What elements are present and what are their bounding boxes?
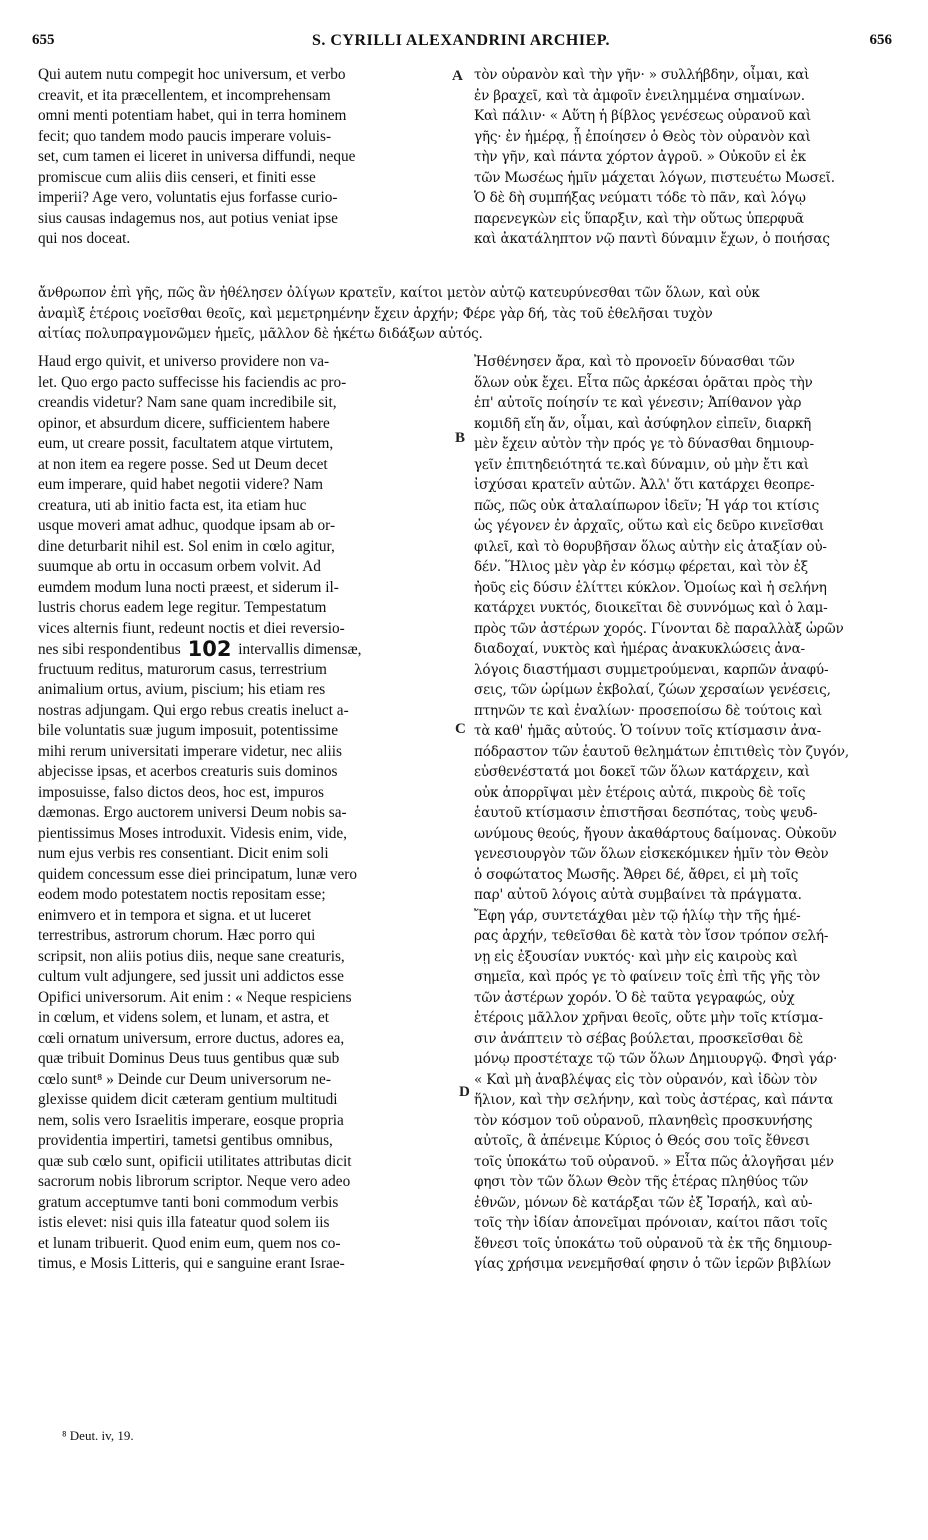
latin-text-line: bile voluntatis suæ jugum imposuit, potentissime: [38, 722, 338, 739]
greek-text-line: ὁ σοφώτατος Μωσῆς. Ἄθρει δέ, ἄθρει, εἰ μὴ τοῖς: [474, 866, 799, 883]
greek-text-line: σεις, τῶν ὡρίμων ἐκβολαί, ζώων χερσαίων γενέσεις,: [474, 682, 831, 698]
greek-text-line: κομιδῆ εἴη ἄν, οἶμαι, καὶ ἀσύφηλον εἰπεῖν, διαρκῆ: [474, 415, 812, 432]
left-page-number: 655: [32, 32, 55, 48]
latin-text-line: eum imperare, quid habet negotii videre? Nam: [38, 476, 324, 493]
latin-text-line: vices alternis fiunt, redeunt noctis et diei reversio-: [38, 619, 345, 637]
greek-text-line: λόγοις διαστήμασι συμμετρούμεναι, καρπῶν ἀναφύ-: [474, 661, 829, 678]
greek-text-line: κατάρχει νυκτός, διοικεῖται δὲ συννόμως καὶ ὁ λαμ-: [474, 600, 828, 616]
greek-text-line: μόνῳ προστέταχε τῷ τῶν ὅλων Δημιουργῷ. Φησὶ γάρ·: [474, 1051, 838, 1067]
greek-text-line: τὸν κόσμον τοῦ οὐρανοῦ, πλανηθεὶς προσκυνήσης: [474, 1112, 813, 1129]
greek-text-line: νῃ εἰς ἐξουσίαν νυκτός· καὶ μὴν εἰς καιροὺς καὶ: [474, 948, 798, 965]
greek-text-line: ἠοῦς εἰς δύσιν ἑλίττει κύκλον. Ὁμοίως καὶ ἡ σελήνη: [474, 579, 827, 596]
right-page-number: 656: [869, 32, 892, 48]
greek-text-line: τῶν ἀστέρων χορόν. Ὁ δὲ ταῦτα γεγραφώς, οὐχ: [474, 989, 795, 1006]
greek-text-line: γίας χρήσιμα νενεμῆσθαί φησιν ὁ τῶν ἱερῶν βιβλίων: [474, 1256, 831, 1272]
footnote: ⁸ Deut. iv, 19.: [62, 1428, 134, 1443]
greek-text-line: ἐπ' αὐτοῖς ποίησίν τε καὶ γένεσιν; Ἀπίθανον γὰρ: [474, 395, 802, 411]
running-header: [30, 32, 892, 54]
greek-text-line: ἔθνεσι τοῖς ὑποκάτω τοῦ οὐρανοῦ τὰ ἐκ τῆς δημιουρ-: [474, 1235, 832, 1252]
greek-text-line: Καὶ πάλιν· « Αὕτη ἡ βίβλος γενέσεως οὐρανοῦ καὶ: [474, 108, 811, 124]
latin-text-line: num ejus verbis res consentiant. Dicit enim soli: [38, 845, 329, 862]
latin-text-line: Haud ergo quivit, et universo providere non va-: [38, 353, 330, 370]
latin-column-top: [38, 65, 460, 250]
latin-text-line: quæ tribuit Dominus Deus tuus gentibus quæ sub: [38, 1050, 340, 1067]
latin-text-line: fructuum reditus, maturorum casus, terrestrium: [38, 660, 327, 678]
latin-text-line: qui nos doceat.: [38, 230, 131, 247]
latin-text-line: nostras adjungam. Qui ergo rebus creatis ineluct a-: [38, 701, 349, 719]
latin-text-line: sius causas indagemus nos, aut potius veniat ipse: [38, 209, 338, 227]
greek-text-line: « Καὶ μὴ ἀναβλέψας εἰς τὸν οὐρανόν, καὶ ἰδὼν τὸν: [474, 1071, 818, 1088]
greek-text-line: φιλεῖ, καὶ τὸ θορυβῆσαν ὅλως αὐτὴν εἰς ἀταξίαν οὐ-: [474, 538, 827, 555]
greek-text-line: τὸν οὐρανὸν καὶ τὴν γῆν· » συλλήβδην, οἶμαι, καὶ: [474, 67, 810, 83]
latin-text-line: scripsit, non aliis potius diis, neque sane creaturis,: [38, 947, 345, 965]
greek-text-line: ἥλιον, καὶ τὴν σελήνην, καὶ τοὺς ἀστέρας, καὶ πάντα: [474, 1092, 834, 1108]
greek-text-line: παρενεγκὼν εἰς ὕπαρξιν, καὶ τὴν οὕτως ὑπερφυᾶ: [474, 210, 804, 227]
margin-letter-a: A: [452, 68, 463, 84]
latin-text-line: Opifici universorum. Ait enim : « Neque respiciens: [38, 988, 352, 1006]
greek-text-line: τὰ καθ' ἡμᾶς αὐτούς. Ὁ τοίνυν τοῖς κτίσμασιν ἀνα-: [474, 723, 822, 739]
latin-text-line: imperii? Age vero, voluntatis ejus forfasse curio-: [38, 189, 338, 206]
latin-column-main: [38, 352, 460, 1275]
latin-text-line: Qui autem nutu compegit hoc universum, et verbo: [38, 66, 346, 83]
latin-text-line: cœli ornatum universum, errore ductus, adores ea,: [38, 1029, 345, 1047]
latin-text-line: istis elevet: nisi quis illa fateatur quod solem iis: [38, 1214, 330, 1231]
latin-text-line: let. Quo ergo pacto suffecisse his faciendis ac pro-: [38, 373, 347, 391]
greek-text-line: πτηνῶν τε καὶ ἐναλίων· προσεποίσω δὲ τούτοις καὶ: [474, 702, 823, 719]
latin-text-line: cultum vult adjungere, sed jussit uni addictos esse: [38, 968, 344, 985]
greek-text-line: σημεῖα, καὶ πρός γε τὸ φαίνειν τοῖς ἐπὶ τῆς γῆς τὸν: [474, 969, 821, 985]
latin-text-line: set, cum tamen ei liceret in universa diffundi, neque: [38, 148, 356, 165]
greek-text-line: μὲν ἔχειν αὐτὸν τὴν πρός γε τὸ δύνασθαι δημιουρ-: [474, 436, 814, 452]
latin-text-line: timus, e Mosis Litteris, qui e sanguine erant Israe-: [38, 1255, 345, 1272]
latin-text-line: pientissimus Moses introduxit. Videsis enim, vide,: [38, 824, 347, 842]
greek-text-line: Ἠσθένησεν ἄρα, καὶ τὸ προνοεῖν δύνασθαι τῶν: [474, 354, 795, 370]
margin-letter-b: B: [455, 430, 466, 446]
greek-text-line: οὐκ ἀπορρῖψαι μὲν ἑτέροις αὐτά, πικροὺς δὲ τοῖς: [474, 784, 806, 801]
latin-text-line: et lunam tribuerit. Quod enim eum, quem nos co-: [38, 1234, 341, 1252]
greek-text-line: τὴν γῆν, καὶ πάντα χόρτον ἀγροῦ. » Οὐκοῦν εἰ ἐκ: [474, 149, 806, 165]
greek-text-line: διαδοχαί, νυκτὸς καὶ ἡμέρας ἀνακυκλώσεις ἀνα-: [474, 641, 805, 657]
greek-text-line: αἰτίας πολυπραγμονῶμεν ἡμεῖς, μᾶλλον δὲ ἡκέτω διδάξων αὐτός.: [38, 326, 483, 342]
latin-text-line: animalium ortus, avium, piscium; his etiam res: [38, 681, 326, 698]
latin-text-line: eodem modo potestatem noctis repositam esse;: [38, 886, 326, 903]
latin-text-line: cœlo sunt⁸ » Deinde cur Deum universorum ne-: [38, 1070, 331, 1088]
inline-page-number: 102: [187, 639, 232, 660]
greek-text-line: ἑαυτοῦ κτίσμασιν ἐπιστῆσαι δεσπότας, τοὺς ψευδ-: [474, 805, 818, 821]
greek-text-line: τοῖς ὑποκάτω τοῦ οὐρανοῦ. » Εἶτα πῶς ἀλογῆσαι μέν: [474, 1153, 834, 1170]
greek-text-line: ἐθνῶν, μόνων δὲ κατάρξαι τῶν ἐξ Ἰσραήλ, καὶ αὐ-: [474, 1194, 813, 1211]
latin-text-line: creavit, et ita præcellentem, et incomprehensam: [38, 86, 331, 104]
greek-text-line: πόδραστον τῶν ἑαυτοῦ θελημάτων ἐπιτιθεὶς τὸν ζυγόν,: [474, 743, 849, 760]
greek-text-line: ὅλων οὐκ ἔχει. Εἶτα πῶς ἀρκέσαι ὁρᾶται πρὸς τὴν: [474, 374, 813, 391]
greek-text-line: ἰσχύσαι κρατεῖν αὐτῶν. Ἀλλ' ὅτι κατάρχει θεοπρε-: [474, 477, 815, 493]
latin-text-line: creandis videtur? Nam sane quam incredibile sit,: [38, 394, 337, 411]
latin-text-line: fecit; quo tandem modo paucis imperare voluis-: [38, 127, 332, 145]
greek-text-line: Ὁ δὲ δὴ συμπήξας νεύματι τόδε τὸ πᾶν, καὶ λόγῳ: [474, 190, 806, 206]
latin-text-line: abjecisse ipsas, et acerbos creaturis suis dominos: [38, 763, 338, 780]
latin-text-line: nem, solis vero Israelitis imperare, eosque propria: [38, 1111, 344, 1129]
latin-text-line: at non item ea regere posse. Sed ut Deum decet: [38, 455, 328, 473]
margin-letter-d: D: [459, 1084, 470, 1100]
latin-text-line: creatura, uti ab initio facta est, ita etiam huc: [38, 496, 307, 514]
latin-text-line: eumdem modum luna nocti præest, et siderum il-: [38, 578, 339, 596]
latin-text-line: glexisse quidem dicit cæteram gentium multitudi: [38, 1091, 338, 1108]
full-width-greek-passage: [38, 283, 894, 345]
greek-text-line: τοῖς τὴν ἰδίαν ἀπονεῖμαι πρόνοιαν, καίτοι πᾶσι τοῖς: [474, 1215, 828, 1231]
greek-text-line: καὶ ἀκατάληπτον νῷ παντὶ δύναμιν ἔχων, ὁ ποιήσας: [474, 231, 830, 247]
latin-text-line: terrestribus, astrorum chorum. Hæc porro qui: [38, 927, 316, 944]
greek-text-line: ἐν βραχεῖ, καὶ τὰ ἀμφοῖν ἐνειλημμένα σημαίνων.: [474, 87, 805, 104]
greek-text-line: Ἔφη γάρ, συντετάχθαι μὲν τῷ ἡλίῳ τὴν τῆς ἡμέ-: [474, 907, 801, 924]
latin-text-line: enimvero et in tempora et signa. et ut luceret: [38, 906, 312, 924]
greek-text-line: δέν. Ἥλιος μὲν γὰρ ἐν κόσμῳ φέρεται, καὶ τὸν ἐξ: [474, 559, 808, 575]
greek-column-main: [474, 352, 892, 1275]
latin-text-line: in cœlum, et videns solem, et lunam, et astra, et: [38, 1009, 329, 1026]
latin-text-line: eum, ut creare possit, facultatem atque virtutem,: [38, 435, 334, 452]
greek-text-line: γῆς· ἐν ἡμέρᾳ, ᾗ ἐποίησεν ὁ Θεὸς τὸν οὐρανὸν καὶ: [474, 128, 811, 145]
greek-text-line: φησι τὸν τῶν ὅλων Θεὸν τῆς ἑτέρας πληθύος τῶν: [474, 1174, 809, 1190]
margin-letter-c: C: [455, 721, 466, 737]
greek-text-line: γεῖν ἐπιτηδειότητά τε.καὶ δύναμιν, οὐ μὴν ἔτι καὶ: [474, 456, 809, 473]
greek-text-line: ωνύμους θεούς, ἤγουν ἀκαθάρτους δαίμονας. Οὐκοῦν: [474, 825, 837, 842]
latin-text-line: nes sibi respondentibus 102 intervallis dimensæ,: [38, 639, 362, 660]
greek-text-line: σιν ἀνάπτειν τὸ σέβας βούλεται, προσκεῖσθαι δὲ: [474, 1030, 804, 1047]
latin-text-line: gratum acceptumve tanti boni commodum verbis: [38, 1193, 339, 1211]
latin-text-line: suumque ab ortu in occasum orbem volvit. Ad: [38, 558, 321, 575]
greek-text-line: εὐσθενέστατά μοι δοκεῖ τῶν ὅλων κατάρχειν, καὶ: [474, 764, 810, 780]
greek-text-line: πρὸς τῶν ἀστέρων χορός. Γίνονται δὲ παραλλὰξ ὡρῶν: [474, 620, 844, 637]
latin-text-line: mihi rerum universitati imperare videtur, nec aliis: [38, 742, 342, 760]
latin-text-line: promiscue cum aliis diis censeri, et finiti esse: [38, 168, 316, 186]
greek-text-line: ἄνθρωπον ἐπὶ γῆς, πῶς ἂν ἠθέλησεν ὀλίγων κρατεῖν, καίτοι μετὸν αὐτῷ κατευρύνεσθαι τῶν ὅλων, καὶ οὐκ: [38, 285, 760, 301]
greek-text-line: αὐτοῖς, ἃ ἀπένειμε Κύριος ὁ Θεός σου τοῖς ἔθνεσι: [474, 1133, 810, 1149]
greek-column-top: [474, 65, 892, 250]
latin-text-line: sacrorum nobis librorum scriptor. Neque vero adeo: [38, 1173, 351, 1190]
greek-text-line: ὡς γέγονεν ἐν ἀρχαῖς, οὕτω καὶ εἰς δεῦρο κινεῖσθαι: [474, 518, 824, 534]
greek-text-line: ἑτέροις μᾶλλον χρῆναι θεοῖς, οὔτε μὴν τοῖς κτίσμα-: [474, 1010, 823, 1026]
latin-text-line: quidem concessum esse diei principatum, lunæ vero: [38, 865, 358, 883]
latin-text-line: usque moveri amat adhuc, quodque ipsam ab or-: [38, 517, 336, 534]
latin-text-line: dæmonas. Ergo auctorem universi Deum nobis sa-: [38, 804, 347, 821]
greek-text-line: τῶν Μωσέως ἡμῖν μάχεται λόγων, πιστευέτω Μωσεῖ.: [474, 169, 835, 186]
latin-text-line: lustris chorus eadem lege regitur. Tempestatum: [38, 599, 327, 616]
greek-text-line: πῶς, πῶς οὐκ ἀταλαίπωρον ἰδεῖν; Ἡ γάρ τοι κτίσις: [474, 497, 820, 514]
latin-text-line: imposuisse, falso dictos deos, hoc est, impuros: [38, 783, 324, 801]
greek-text-line: ἀναμὶξ ἑτέροις νοεῖσθαι θεοῖς, καὶ μεμετρημένην ἔχειν ἀρχήν; Φέρε γὰρ δή, τὰς τοῦ ἐθελῆσαι τυχὸν: [38, 305, 713, 322]
latin-text-line: dine deturbarit nihil est. Sol enim in cœlo agitur,: [38, 537, 335, 555]
latin-text-line: omni menti potentiam habet, qui in terra hominem: [38, 107, 347, 124]
running-title: S. CYRILLI ALEXANDRINI ARCHIEP.: [311, 32, 611, 49]
greek-text-line: παρ' αὐτοῦ λόγοις αὐτὰ συμβαίνει τὰ πράγματα.: [474, 887, 802, 903]
greek-text-line: ρας ἀρχήν, τεθεῖσθαι δὲ κατὰ τὸν ἴσον τρόπον σελή-: [474, 928, 829, 944]
latin-text-line: quæ sub cœlo sunt, opificii utilitates attributas dicit: [38, 1152, 352, 1170]
latin-text-line: providentia impertiri, tametsi gentibus omnibus,: [38, 1132, 333, 1149]
greek-text-line: γενεσιουργὸν τῶν ὅλων εἰσκεκόμικεν ἡμῖν τὸν Θεὸν: [474, 846, 829, 862]
latin-text-line: opinor, et absurdum dicere, sufficientem habere: [38, 414, 330, 432]
